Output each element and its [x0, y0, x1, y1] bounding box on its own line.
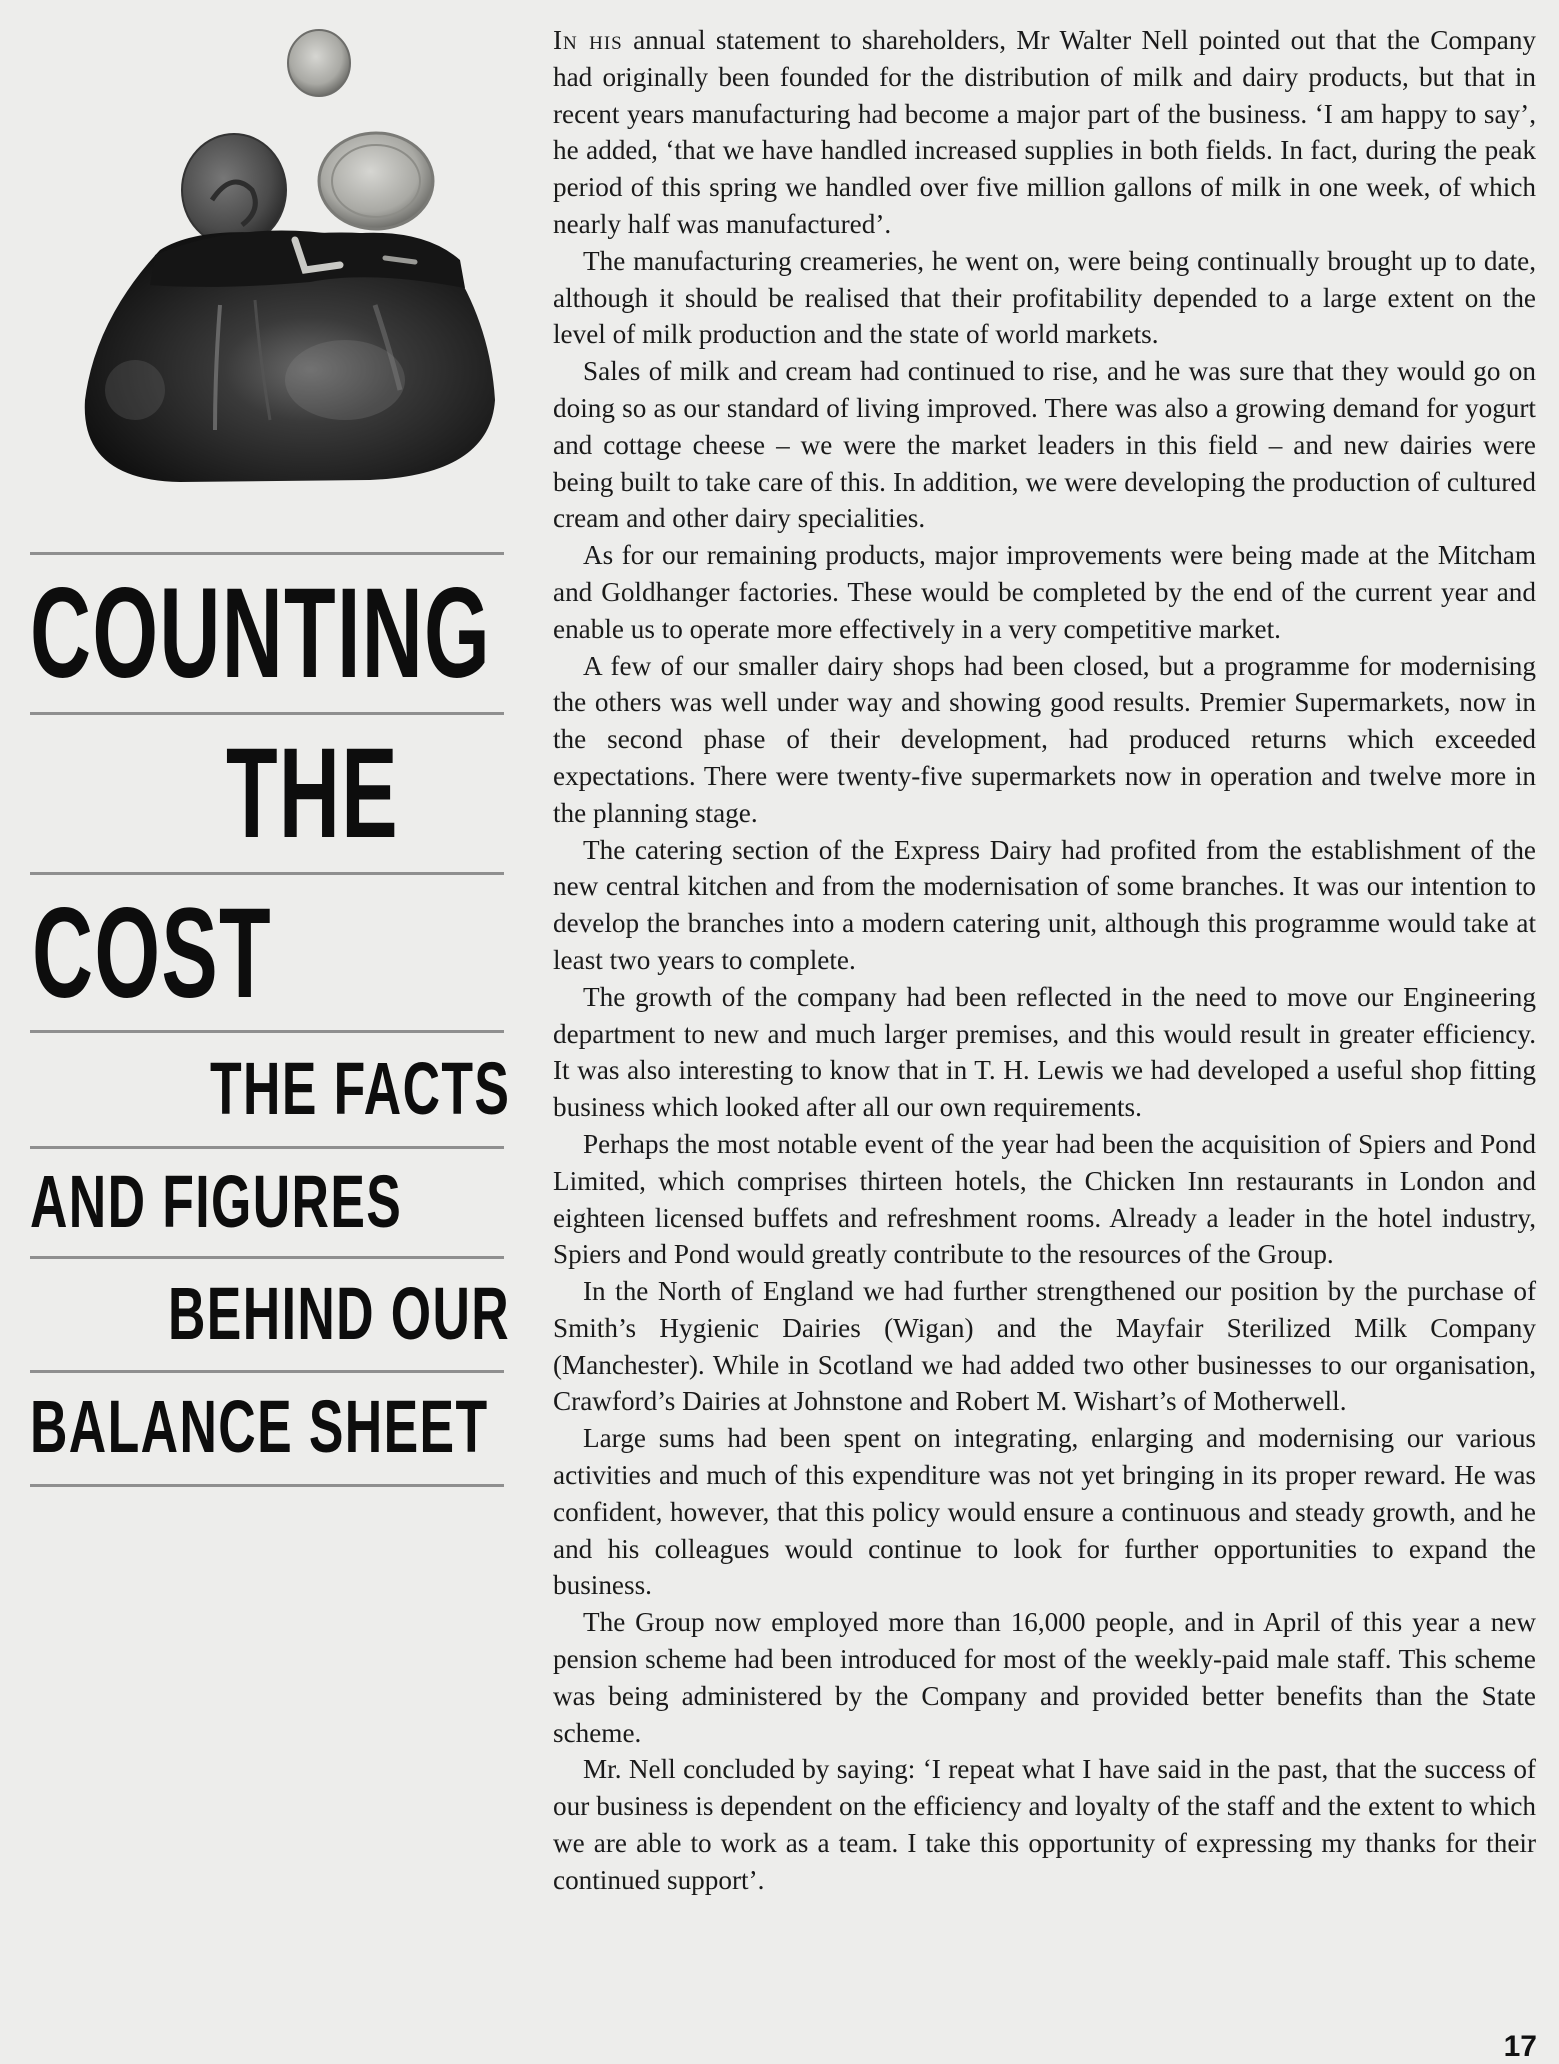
divider-rule [30, 1370, 504, 1373]
headline-behind-our: BEHIND OUR [168, 1272, 511, 1355]
article-paragraph: Perhaps the most notable event of the year had been the acquisition of Spiers and Pond Limited, which comprises thirteen hotels, the Chicken Inn restaurants in London and eighteen licensed buffets and refreshment rooms. Already a leader in the hotel industry, Spiers and Pond would greatly contribute to the resources of the Group. [553, 1128, 1536, 1270]
article-body [553, 22, 1536, 1899]
article-paragraph: Sales of milk and cream had continued to rise, and he was sure that they would go on doing so as our standard of living improved. There was also a growing demand for yogurt and cottage cheese – we were the market leaders in this field – and new dairies were being built to take care of this. In addition, we were developing the production of cultured cream and other dairy specialities. [553, 356, 1536, 534]
divider-rule [30, 1030, 504, 1033]
divider-rule [30, 1484, 504, 1487]
article-paragraph: As for our remaining products, major improvements were being made at the Mitcham and Goldhanger factories. These would be completed by the end of the current year and enable us to operate more effectively in a very competitive market. [553, 540, 1536, 644]
headline-the: THE [226, 722, 399, 865]
headline-counting: COUNTING [30, 562, 492, 705]
divider-rule [30, 552, 504, 555]
divider-rule [30, 872, 504, 875]
headline-and-figures: AND FIGURES [30, 1160, 403, 1243]
article-paragraph: The growth of the company had been reflected in the need to move our Engineering department to new and much larger premises, and this would result in greater efficiency. It was also interesting to know that in T. H. Lewis we had developed a useful shop fitting business which looked after all our own requirements. [553, 981, 1536, 1123]
headline-balance-sheet: BALANCE SHEET [30, 1385, 489, 1468]
page-number: 17 [1503, 2030, 1537, 2063]
leather-purse-icon [85, 231, 495, 483]
article-paragraph: The catering section of the Express Dairy had profited from the establishment of the new central kitchen and from the modernisation of some branches. It was our intention to develop the branches into a modern catering unit, although this programme would take at least two years to complete. [553, 834, 1536, 975]
article-paragraph: In his annual statement to shareholders, Mr Walter Nell pointed out that the Company had originally been founded for the distribution of milk and dairy products, but that in recent years manufacturing had become a major part of the business. ‘I am happy to say’, he added, ‘that we have handled increased supplies in both fields. In fact, during the peak period of this spring we handled over five million gallons of milk in one week, of which nearly half was manufactured’. [553, 25, 1537, 239]
article-paragraph: In the North of England we had further strengthened our position by the purchase of Smith’s Hygienic Dairies (Wigan) and the Mayfair Sterilized Milk Company (Manchester). While in Scotland we had added two other businesses to our organisation, Crawford’s Dairies at Johnstone and Robert M. Wishart’s of Motherwell. [553, 1276, 1536, 1417]
divider-rule [30, 712, 504, 715]
headline-column [30, 0, 511, 2048]
article-paragraph: A few of our smaller dairy shops had been closed, but a programme for modernising the others was well under way and showing good results. Premier Supermarkets, now in the second phase of their development, had produced returns which exceeded expectations. There were twenty-five supermarkets now in operation and twelve more in the planning stage. [553, 650, 1536, 828]
divider-rule [30, 1146, 504, 1149]
lead-in-small-caps: In his [553, 25, 623, 55]
sixpence-coin-icon [288, 30, 350, 96]
article-paragraph: The Group now employed more than 16,000 people, and in April of this year a new pension scheme had been introduced for most of the weekly-paid male staff. This scheme was being administered by the Company and provided better benefits than the State scheme. [553, 1607, 1536, 1748]
article-paragraph: Mr. Nell concluded by saying: ‘I repeat what I have said in the past, that the success of our business is dependent on the efficiency and loyalty of the staff and the extent to which we are able to work as a team. I take this opportunity of expressing my thanks for their continued support’. [553, 1754, 1536, 1895]
headline-cost: COST [32, 882, 272, 1025]
headline-the-facts: THE FACTS [210, 1047, 511, 1130]
coin-purse-photo [40, 20, 510, 490]
article-paragraph: Large sums had been spent on integrating, enlarging and modernising our various activities and much of this expenditure was not yet bringing in its proper reward. He was confident, however, that this policy would ensure a continuous and steady growth, and he and his colleagues would continue to look for further opportunities to expand the business. [553, 1423, 1536, 1601]
penny-coin-icon [182, 134, 286, 246]
divider-rule [30, 1256, 504, 1259]
florin-coin-icon [319, 133, 433, 229]
article-paragraph: The manufacturing creameries, he went on, were being continually brought up to date, although it should be realised that their profitability depended to a large extent on the level of milk production and the state of world markets. [553, 245, 1536, 350]
